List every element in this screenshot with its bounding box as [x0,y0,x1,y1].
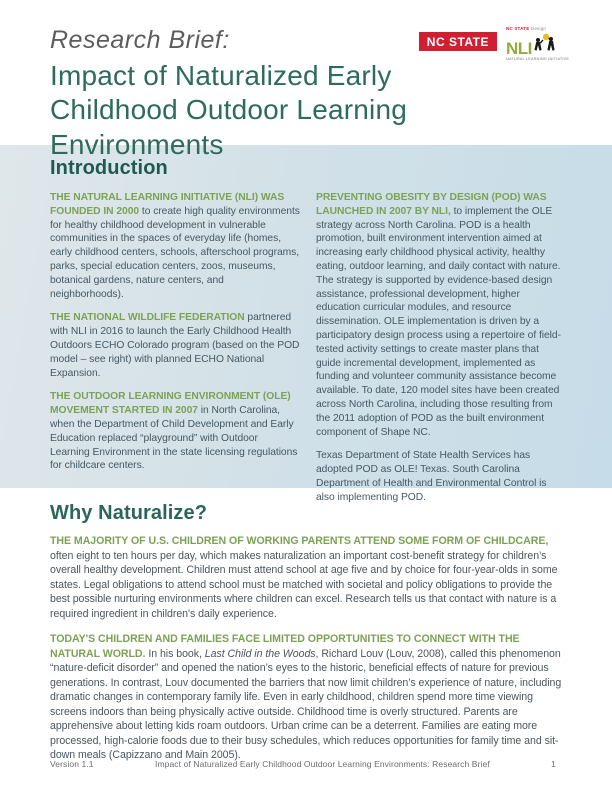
intro-paragraph [316,191,566,439]
nli-logo [506,27,568,61]
why-paragraph [50,632,566,763]
introduction-right-column [316,191,566,515]
nli-top-gray-text: Design [529,26,547,31]
nli-logo-bottom-text: NATURAL LEARNING INITIATIVE [506,56,570,61]
why-naturalize-section [0,488,612,763]
paragraph-body: In his book, [145,647,205,660]
ncstate-logo: NC STATE [419,32,497,51]
why-paragraph [50,534,566,621]
children-playing-icon [533,33,557,57]
introduction-section [0,145,612,503]
paragraph-lead: TODAY'S CHILDREN AND FAMILIES FACE LIMITED OPPORTUNITIES TO CONNECT WITH THE NATURAL WORLD. [50,633,520,660]
page-title: Impact of Naturalized Early Childhood Outdoor Learning Environments [50,60,408,160]
intro-paragraph [50,390,300,473]
introduction-columns [50,191,566,515]
paragraph-lead: THE OUTDOOR LEARNING ENVIRONMENT (OLE) MOVEMENT STARTED IN 2007 [50,391,291,417]
introduction-heading: Introduction [50,157,168,179]
intro-paragraph [316,449,566,504]
paragraph-lead: PREVENTING OBESITY BY DESIGN (POD) WAS LAUNCHED IN 2007 BY NLI, [316,192,547,217]
footer-title: Impact of Naturalized Early Childhood Outdoor Learning Environments: Research Brief [155,759,490,769]
paragraph-body: partnered with NLI in 2016 to launch the Early Childhood Health Outdoors ECHO Colorado program (based on the POD model – see right) with planned ECHO National Expansion. [50,312,300,379]
introduction-left-column [50,191,300,515]
book-title: Last Child in the Woods [204,647,316,660]
logo-group [419,27,568,61]
document-header [0,0,612,160]
nli-top-red-text: NC STATE [506,26,530,31]
nli-acronym: NLI [506,38,532,58]
paragraph-body: often eight to ten hours per day, which makes naturalization an important cost-benefit strategy for children’s overall healthy development. Children must attend school at age five and by choice for four-year-olds in some states. Legal obligations to attend school must be matched with societal and policy obligations to provide the best possible nurturing environments where children can excel. Research tells us that contact with nature is a required ingredient in children's daily experience. [50,549,558,620]
nli-logo-top-text [506,27,568,32]
paragraph-body: , Richard Louv (Louv, 2008), called this phenomenon “nature-deficit disorder” and opened the nation’s eyes to the historic, beneficial effects of nature for previous generations. In contrast, Louv documented the barriers that now limit children’s experience of nature, including dramatic changes in contemporary family life. Even in early childhood, children spend more time viewing screens indoors than being physically active outside. Childhood time is overly structured. Parents are apprehensive about letting kids roam outdoors. Urban crime can be a deterrent. Families are eating more processed, high-calorie foods due to their busy schedules, which reduces opportunities for family time and sit-down meals (Capizzano and Main 2005). [50,647,562,761]
intro-paragraph [50,191,300,301]
footer-version: Version 1.1 [50,759,94,769]
page-footer [50,759,556,769]
why-naturalize-heading: Why Naturalize? [50,502,208,524]
paragraph-body: to implement the OLE strategy across North Carolina. POD is a health promotion, built environment intervention aimed at increasing early childhood physical activity, healthy eating, outdoor learning, and daily contact with nature. The strategy is supported by evidence-based design assistance, professional development, higher education curricular modules, and resource dissemination. OLE implementation is driven by a participatory design process using a repertoire of field-tested activity settings to create master plans that guide incremental development, implemented as funding and volunteer community assistance become available. To date, 120 model sites have been created across North Carolina, including those resulting from the 2011 adoption of POD as the built environment component of Shape NC. [316,205,561,438]
paragraph-lead: THE MAJORITY OF U.S. CHILDREN OF WORKING PARENTS ATTEND SOME FORM OF CHILDCARE, [50,535,549,547]
paragraph-body: in North Carolina, when the Department of Child Development and Early Education replaced “playground” with Outdoor Learning Environment in the state licensing regulations for childcare centers. [50,405,298,472]
paragraph-body: Texas Department of State Health Services has adopted POD as OLE! Texas. South Carolina Department of Health and Environmental Control is also implementing POD. [316,450,547,503]
footer-page-number: 1 [551,759,556,769]
paragraph-lead: THE NATURAL LEARNING INITIATIVE (NLI) WAS FOUNDED IN 2000 [50,192,285,217]
paragraph-body: to create high quality environments for healthy childhood development in vulnerable communities in the spaces of everyday life (homes, early childhood centers, schools, afterschool programs, parks, special education centers, zoos, museums, botanical gardens, nature centers, and neighborhoods). [50,205,300,300]
brief-kicker: Research Brief: [50,26,230,54]
paragraph-lead: THE NATIONAL WILDLIFE FEDERATION [50,312,245,324]
nli-logo-mid [506,33,568,57]
intro-paragraph [50,311,300,380]
